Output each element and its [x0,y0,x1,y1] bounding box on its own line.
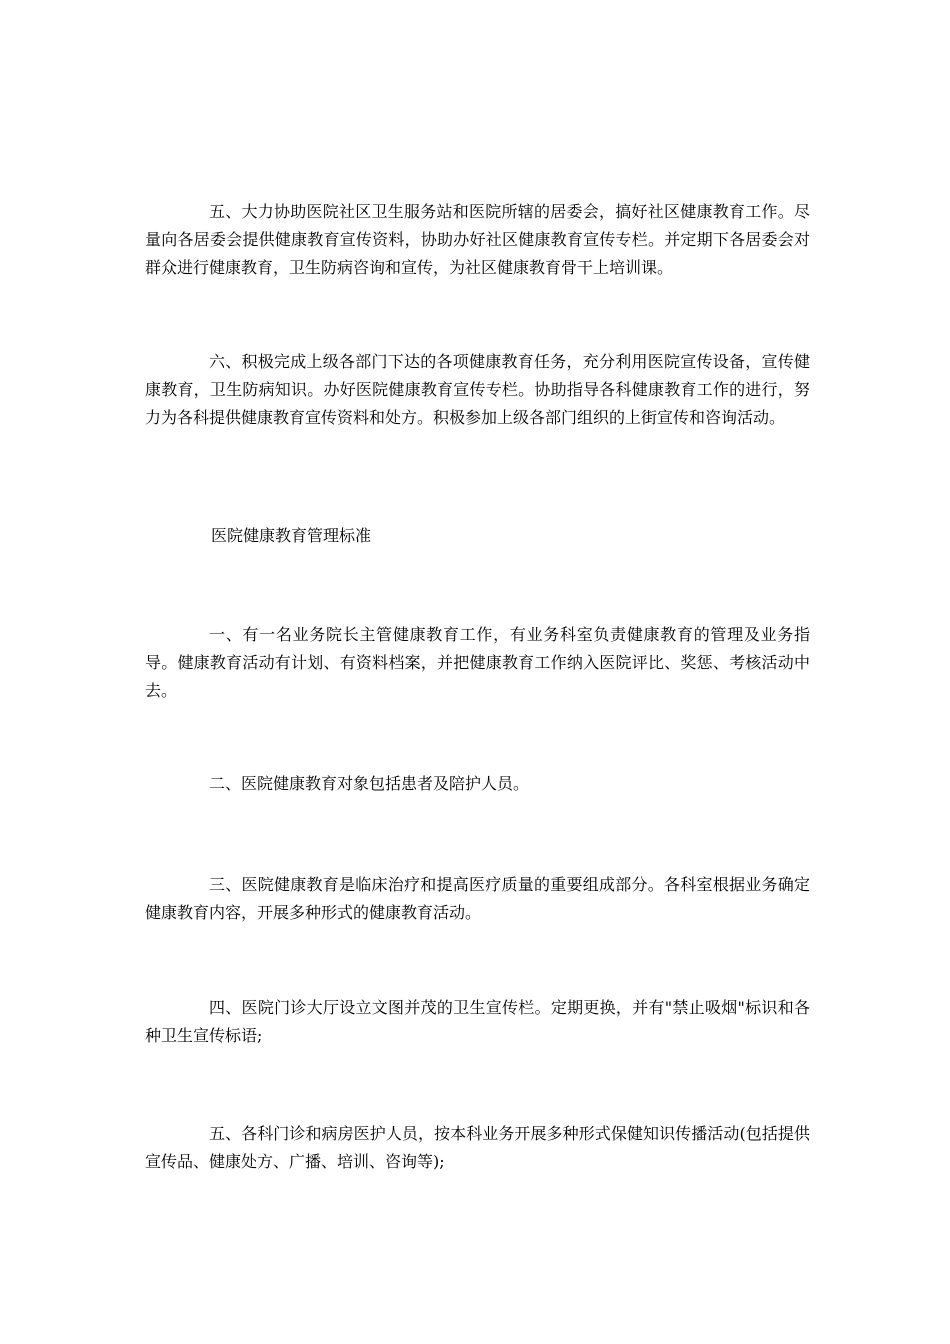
paragraph-standard-5: 五、各科门诊和病房医护人员，按本科业务开展多种形式保健知识传播活动(包括提供宣传品、健康处方、广播、培训、咨询等); [145,1124,810,1171]
paragraph-higher-level-tasks: 六、积极完成上级各部门下达的各项健康教育任务，充分利用医院宣传设备，宣传健康教育，卫生防病知识。办好医院健康教育宣传专栏。协助指导各科健康教育工作的进行，努力为各科提供健康教育宣传资料和处方。积极参加上级各部门组织的上街宣传和咨询活动。 [145,352,810,427]
section-title: 医院健康教育管理标准 [211,526,372,545]
paragraph-standard-2: 二、医院健康教育对象包括患者及陪护人员。 [209,774,530,793]
paragraph-community-health-education: 五、大力协助医院社区卫生服务站和医院所辖的居委会，搞好社区健康教育工作。尽量向各居委会提供健康教育宣传资料，协助办好社区健康教育宣传专栏。并定期下各居委会对群众进行健康教育，卫生防病咨询和宣传，为社区健康教育骨干上培训课。 [145,202,810,277]
paragraph-standard-4: 四、医院门诊大厅设立文图并茂的卫生宣传栏。定期更换，并有"禁止吸烟"标识和各种卫生宣传标语; [145,998,810,1045]
paragraph-standard-3: 三、医院健康教育是临床治疗和提高医疗质量的重要组成部分。各科室根据业务确定健康教育内容，开展多种形式的健康教育活动。 [145,875,810,922]
paragraph-standard-1: 一、有一名业务院长主管健康教育工作，有业务科室负责健康教育的管理及业务指导。健康教育活动有计划、有资料档案，并把健康教育工作纳入医院评比、奖惩、考核活动中去。 [145,625,810,700]
